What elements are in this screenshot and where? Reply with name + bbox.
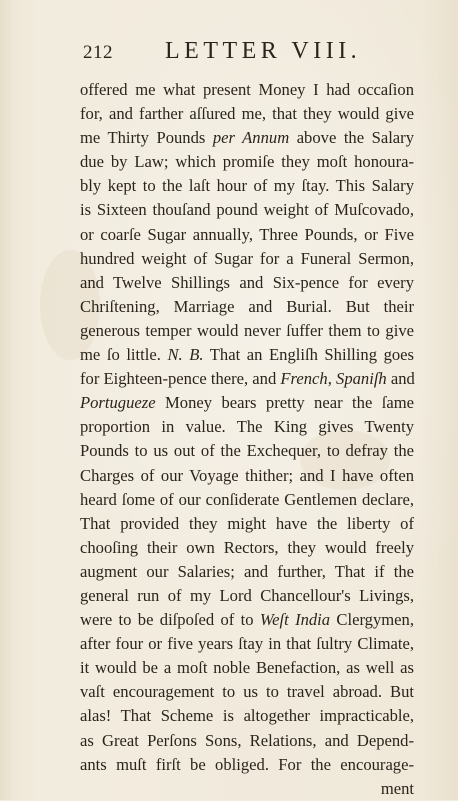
text-line bbox=[80, 584, 414, 608]
text-line bbox=[80, 367, 414, 391]
text-run: Clergymen, bbox=[330, 610, 414, 630]
text-line bbox=[80, 560, 414, 584]
text-run: is Sixteen thouſand pound weight of Muſcovado, bbox=[80, 200, 414, 220]
italic-text: N. B. bbox=[167, 345, 204, 365]
italic-text: Portugueze bbox=[80, 393, 156, 413]
text-line bbox=[80, 608, 414, 632]
text-line bbox=[80, 488, 414, 512]
text-run: Charges of our Voyage thither; and I have often bbox=[80, 465, 414, 485]
text-line bbox=[80, 78, 414, 102]
text-run: it would be a moſt noble Benefaction, as well as bbox=[80, 658, 414, 678]
text-line bbox=[80, 656, 414, 680]
text-run: me ſo little. bbox=[80, 345, 168, 365]
text-line bbox=[80, 391, 414, 415]
italic-text: Spaniſh bbox=[336, 369, 387, 389]
letter-title: LETTER VIII. bbox=[165, 38, 362, 64]
page-number: 212 bbox=[83, 42, 113, 63]
text-run: Pounds to us out of the Exchequer, to defray the bbox=[80, 441, 414, 461]
text-run: , bbox=[327, 369, 337, 389]
body-text bbox=[80, 78, 414, 801]
running-head bbox=[83, 38, 413, 64]
text-run: vaſt encouragement to us to travel abroad. But bbox=[80, 682, 414, 702]
text-line bbox=[80, 536, 414, 560]
text-line bbox=[80, 271, 414, 295]
text-line bbox=[80, 632, 414, 656]
text-run: and bbox=[386, 369, 415, 389]
text-run: ment bbox=[380, 778, 414, 798]
text-run: heard ſome of our conſiderate Gentlemen declare, bbox=[80, 489, 414, 509]
text-line bbox=[80, 512, 414, 536]
text-run: Chriſtening, Marriage and Burial. But their bbox=[80, 296, 414, 316]
text-run: generous temper would never ſuffer them to give bbox=[80, 320, 414, 340]
text-run: Money bears pretty near the ſame bbox=[155, 393, 414, 413]
text-run: chooſing their own Rectors, they would freely bbox=[80, 537, 414, 557]
text-run: hundred weight of Sugar for a Funeral Sermon, bbox=[80, 248, 414, 268]
text-run: after four or five years ſtay in that ſultry Climate, bbox=[80, 634, 414, 654]
text-run: general run of my Lord Chancellour's Livings, bbox=[80, 585, 414, 605]
text-line bbox=[80, 174, 414, 198]
text-run: bly kept to the laſt hour of my ſtay. This Salary bbox=[80, 176, 414, 196]
text-line bbox=[80, 343, 414, 367]
text-line bbox=[80, 464, 414, 488]
text-line bbox=[80, 777, 414, 801]
text-run: as Great Perſons Sons, Relations, and Depend- bbox=[80, 730, 414, 750]
text-run: alas! That Scheme is altogether impracticable, bbox=[80, 706, 414, 726]
text-line bbox=[80, 102, 414, 126]
text-run: and Twelve Shillings and Six-pence for every bbox=[80, 272, 414, 292]
text-line bbox=[80, 704, 414, 728]
italic-text: Weſt India bbox=[259, 610, 331, 630]
text-run: were to be diſpoſed of to bbox=[80, 610, 260, 630]
text-line bbox=[80, 198, 414, 222]
text-line bbox=[80, 439, 414, 463]
text-run: for Eighteen-pence there, and bbox=[80, 369, 281, 389]
text-run: or coarſe Sugar annually, Three Pounds, or Five bbox=[80, 224, 414, 244]
text-run: offered me what present Money I had occaſion bbox=[80, 80, 414, 99]
text-run: That provided they might have the liberty of bbox=[80, 513, 414, 533]
text-line bbox=[80, 680, 414, 704]
text-run: augment our Salaries; and further, That if the bbox=[80, 561, 414, 581]
text-line bbox=[80, 415, 414, 439]
text-run: That an Engliſh Shilling goes bbox=[203, 345, 414, 365]
text-line bbox=[80, 295, 414, 319]
text-run: proportion in value. The King gives Twenty bbox=[80, 417, 414, 437]
text-line bbox=[80, 126, 414, 150]
text-run: me Thirty Pounds bbox=[80, 128, 213, 148]
text-run: due by Law; which promiſe they moſt honoura- bbox=[80, 152, 414, 172]
text-line bbox=[80, 150, 414, 174]
text-line bbox=[80, 753, 414, 777]
text-line bbox=[80, 223, 414, 247]
text-line bbox=[80, 247, 414, 271]
text-run: above the Salary bbox=[289, 128, 414, 148]
text-run: for, and farther aſſured me, that they would give bbox=[80, 104, 414, 124]
italic-text: per Annum bbox=[212, 128, 290, 148]
italic-text: French bbox=[280, 369, 328, 389]
text-run: ants muſt firſt be obliged. For the encourage- bbox=[80, 754, 414, 774]
text-line bbox=[80, 319, 414, 343]
text-line bbox=[80, 729, 414, 753]
